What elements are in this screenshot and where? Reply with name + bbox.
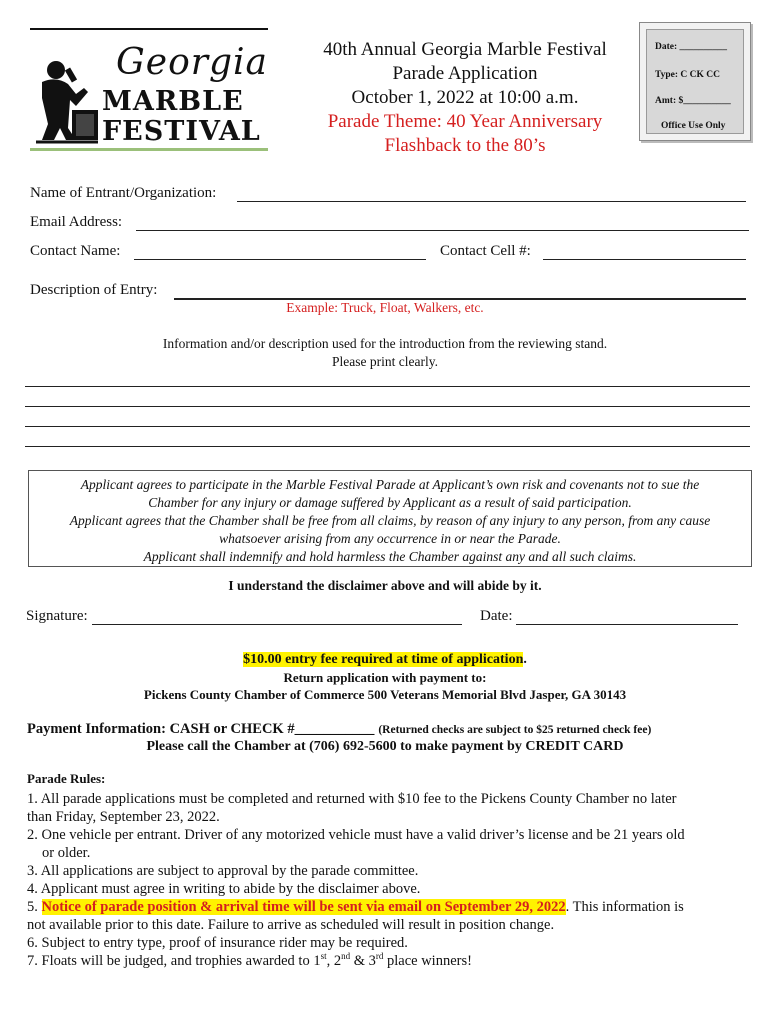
info-line-2: Please print clearly. (332, 354, 438, 369)
rule-6: 6. Subject to entry type, proof of insurance rider may be required. (27, 935, 408, 951)
info-instructions (0, 335, 770, 371)
logo-festival: FESTIVAL (102, 116, 261, 147)
rule-5: 5. Notice of parade position & arrival time will be sent via email on September 29, 2022. This information is (27, 899, 684, 915)
rule-3: 3. All applications are subject to approval by the parade committee. (27, 863, 419, 879)
description-line-4[interactable] (25, 446, 750, 447)
contact-cell-input[interactable] (543, 259, 746, 260)
festival-logo (28, 28, 268, 152)
return-instructions: Return application with payment to: (283, 670, 487, 685)
office-amount: Amt: $__________ (655, 96, 731, 106)
office-use-box (639, 22, 751, 141)
entrant-label: Name of Entrant/Organization: (30, 185, 217, 201)
contact-cell-label: Contact Cell #: (440, 243, 531, 259)
office-type: Type: C CK CC (655, 70, 721, 80)
returned-check-note: (Returned checks are subject to $25 returned check fee) (378, 724, 652, 736)
rule-1-cont: than Friday, September 23, 2022. (27, 809, 220, 825)
header-title-block (290, 38, 640, 158)
disclaimer-line-3: Applicant agrees that the Chamber shall be free from all claims, by reason of any injury to any person, from any cause (69, 513, 711, 528)
description-line-2[interactable] (25, 406, 750, 407)
rule-1: 1. All parade applications must be completed and returned with $10 fee to the Pickens County Chamber no later (27, 791, 677, 807)
payment-methods: Payment Information: CASH or CHECK #___________ (27, 721, 375, 737)
contact-name-input[interactable] (134, 259, 426, 260)
application-title: Parade Application (392, 63, 538, 84)
info-line-1: Information and/or description used for the introduction from the reviewing stand. (162, 336, 608, 351)
credit-card-instructions: Please call the Chamber at (706) 692-5600 to make payment by CREDIT CARD (146, 739, 624, 754)
chamber-address: Pickens County Chamber of Commerce 500 Veterans Memorial Blvd Jasper, GA 30143 (143, 687, 627, 702)
rule-2-cont: or older. (42, 845, 91, 861)
office-use-label: Office Use Only (661, 121, 726, 131)
entry-fee-notice: $10.00 entry fee required at time of application. (243, 652, 527, 667)
parade-theme: Parade Theme: 40 Year Anniversary (327, 111, 603, 132)
parade-theme-subtitle: Flashback to the 80’s (384, 135, 546, 156)
description-label: Description of Entry: (30, 282, 158, 298)
rule-5-cont: not available prior to this date. Failure to arrive as scheduled will result in position change. (27, 917, 555, 933)
signature-date-label: Date: (480, 608, 513, 624)
logo-georgia: Georgia (116, 42, 268, 83)
payment-info (27, 720, 651, 738)
entrant-input[interactable] (237, 201, 746, 202)
disclaimer-line-2: Chamber for any injury or damage suffered by Applicant as a result of said participation. (148, 495, 632, 510)
event-title: 40th Annual Georgia Marble Festival (323, 39, 607, 60)
disclaimer-line-4: whatsoever arising from any occurrence in or near the Parade. (219, 531, 561, 546)
rule-5-highlight: Notice of parade position & arrival time will be sent via email on September 29, 2022 (41, 899, 566, 915)
event-date: October 1, 2022 at 10:00 a.m. (351, 87, 579, 108)
logo-marble: MARBLE (102, 86, 244, 117)
signature-label: Signature: (26, 608, 88, 624)
rule-7: 7. Floats will be judged, and trophies awarded to 1st, 2nd & 3rd place winners! (27, 951, 472, 969)
signature-date-input[interactable] (516, 624, 738, 625)
signature-input[interactable] (92, 624, 462, 625)
description-line-3[interactable] (25, 426, 750, 427)
rule-4: 4. Applicant must agree in writing to abide by the disclaimer above. (27, 881, 421, 897)
disclaimer-line-5: Applicant shall indemnify and hold harmless the Chamber against any and all such claims. (143, 549, 637, 564)
office-date: Date: __________ (655, 42, 728, 52)
email-input[interactable] (136, 230, 749, 231)
contact-name-label: Contact Name: (30, 243, 121, 259)
disclaimer-box (28, 470, 752, 567)
disclaimer-line-1: Applicant agrees to participate in the Marble Festival Parade at Applicant’s own risk and covenants not to sue the (80, 477, 700, 492)
acknowledgement: I understand the disclaimer above and will abide by it. (228, 578, 542, 593)
rule-2: 2. One vehicle per entrant. Driver of any motorized vehicle must have a valid driver’s license and be 21 years old (27, 827, 685, 843)
parade-rules (27, 770, 753, 970)
rules-title: Parade Rules: (27, 771, 106, 786)
description-line-1[interactable] (25, 386, 750, 387)
description-example: Example: Truck, Float, Walkers, etc. (286, 300, 484, 315)
email-label: Email Address: (30, 214, 123, 230)
